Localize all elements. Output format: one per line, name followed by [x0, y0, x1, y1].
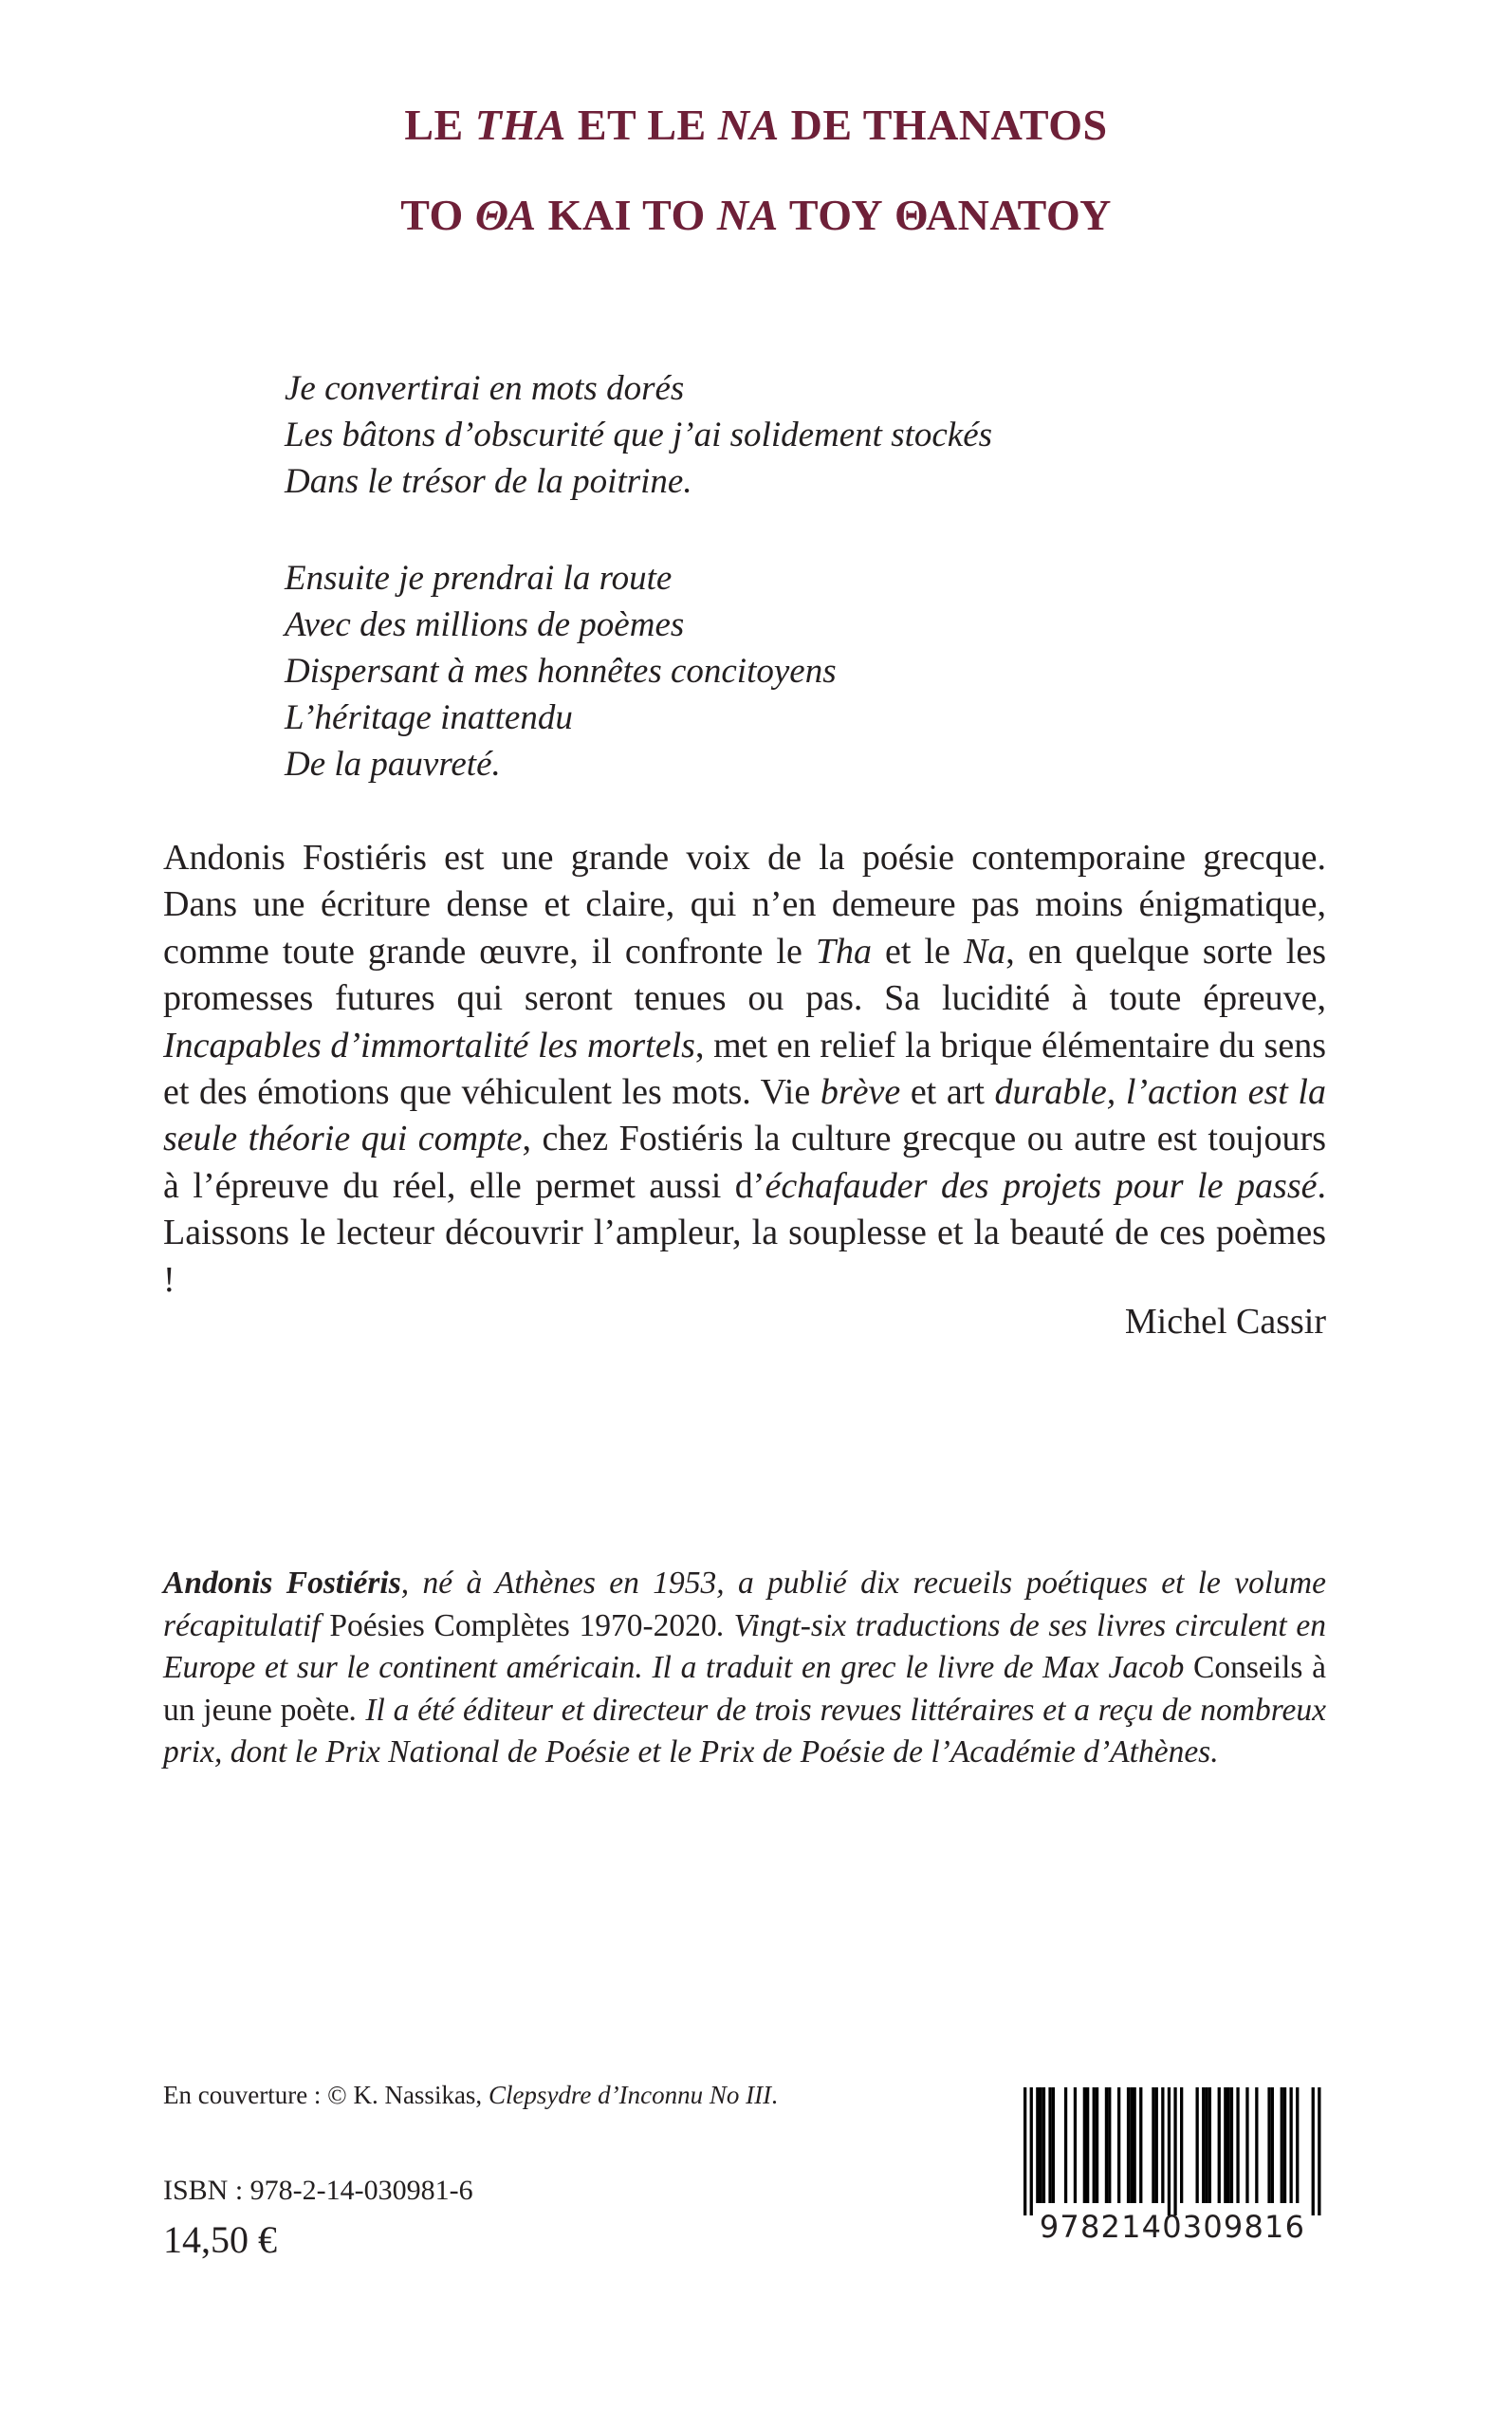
barcode-bar: [1127, 2087, 1130, 2203]
poem-line: Dans le trésor de la poitrine.: [285, 462, 692, 501]
poem-line: Ensuite je prendrai la route: [285, 559, 673, 598]
barcode-bar: [1086, 2087, 1089, 2203]
barcode-bar: [1130, 2087, 1133, 2203]
barcode-bar: [1030, 2087, 1033, 2215]
barcode-bar: [1255, 2087, 1258, 2203]
barcode-bar: [1318, 2087, 1320, 2215]
barcode-bar: [1093, 2087, 1096, 2203]
title-greek: ΤΟ ΘΑ ΚΑΙ ΤΟ ΝΑ ΤΟΥ ΘΑΝΑΤΟΥ: [400, 191, 1112, 239]
barcode-bars: [1010, 2087, 1335, 2215]
barcode-bar: [1230, 2087, 1233, 2203]
barcode-bar: [1173, 2087, 1176, 2215]
barcode-bar: [1048, 2087, 1051, 2203]
author-name: Andonis Fostiéris: [163, 1566, 401, 1601]
isbn: ISBN : 978-2-14-030981-6: [163, 2175, 473, 2206]
barcode-bar: [1281, 2087, 1283, 2203]
barcode-bar: [1108, 2087, 1111, 2203]
poem-line: Dispersant à mes honnêtes concitoyens: [285, 652, 837, 691]
price: 14,50 €: [163, 2218, 277, 2261]
barcode-bar: [1042, 2087, 1045, 2203]
barcode-bar: [1290, 2087, 1293, 2203]
barcode-bar: [1083, 2087, 1086, 2203]
barcode-bar: [1074, 2087, 1077, 2203]
poem-stanza-1: [285, 365, 1328, 505]
barcode-bar: [1052, 2087, 1055, 2203]
poem-line: Les bâtons d’obscurité que j’ai solidement stockés: [285, 416, 993, 454]
signature: Michel Cassir: [1124, 1302, 1326, 1342]
barcode-bar: [1236, 2087, 1239, 2203]
barcode-bar: [1152, 2087, 1154, 2203]
barcode-bar: [1180, 2087, 1183, 2203]
barcode-bar: [1218, 2087, 1221, 2203]
barcode-bar: [1271, 2087, 1274, 2203]
poem-line: L’héritage inattendu: [285, 698, 573, 737]
barcode-bar: [1168, 2087, 1171, 2215]
barcode-bar: [1155, 2087, 1158, 2203]
barcode-bar: [1040, 2087, 1042, 2203]
poem-stanza-2: [285, 555, 1328, 788]
barcode-bar: [1267, 2087, 1270, 2203]
barcode-number: 9782140309816: [1039, 2209, 1306, 2245]
barcode-bar: [1117, 2087, 1120, 2203]
presentation-text: Andonis Fostiéris est une grande voix de la poésie contemporaine grecque. Dans une écriture dense et claire, qui n’en demeure pas moins énigmatique, comme toute grande œuvre, il confronte le Tha et le Na, en quelque sorte les promesses futures qui seront tenues ou pas. Sa lucidité à toute épreuve, Incapables d’immortalité les mortels, met en relief la brique élémentaire du sens et des émotions que véhiculent les mots. Vie brève et art durable, l’action est la seule théorie qui compte, chez Fostiéris la culture grecque ou autre est toujours à l’épreuve du réel, elle permet aussi d’échafauder des projets pour le passé. Laissons le lecteur découvrir l’ampleur, la souplesse et la beauté de ces poèmes !: [163, 838, 1326, 1300]
author-biography: Andonis Fostiéris, né à Athènes en 1953, a publié dix recueils poétiques et le volume récapitulatif Poésies Complètes 1970-2020. Vingt-six traductions de ses livres circulent en Europe et sur le continent américain. Il a traduit en grec le livre de Max Jacob Conseils à un jeune poète. Il a été éditeur et directeur de trois revues littéraires et a reçu de nombreux prix, dont le Prix National de Poésie et le Prix de Poésie de l’Académie d’Athènes.: [163, 1566, 1327, 1770]
barcode-bar: [1036, 2087, 1039, 2203]
cover-credit: En couverture : © K. Nassikas, Clepsydre d’Inconnu No III.: [163, 2081, 778, 2109]
barcode: [1010, 2087, 1335, 2268]
barcode-bar: [1227, 2087, 1230, 2203]
barcode-bar: [1139, 2087, 1142, 2203]
book-title: Poésies Complètes 1970-2020: [329, 1607, 717, 1643]
barcode-bar: [1283, 2087, 1286, 2203]
barcode-bar: [1296, 2087, 1299, 2203]
barcode-bar: [1202, 2087, 1205, 2203]
barcode-bar: [1134, 2087, 1136, 2203]
barcode-bar: [1224, 2087, 1226, 2203]
barcode-bar: [1208, 2087, 1211, 2203]
book-title: Conseils à un jeune poète: [163, 1650, 1326, 1728]
poem-line: Avec des millions de poèmes: [285, 605, 685, 644]
barcode-bar: [1312, 2087, 1315, 2215]
barcode-bar: [1064, 2087, 1067, 2203]
barcode-bar: [1196, 2087, 1199, 2203]
title-french: LE THA ET LE NA DE THANATOS: [404, 101, 1108, 149]
poem-line: De la pauvreté.: [285, 745, 501, 784]
barcode-bar: [1161, 2087, 1164, 2203]
barcode-bar: [1205, 2087, 1208, 2203]
barcode-bar: [1023, 2087, 1026, 2215]
barcode-bar: [1245, 2087, 1248, 2203]
barcode-bar: [1105, 2087, 1108, 2203]
barcode-bar: [1096, 2087, 1098, 2203]
poem-line: Je convertirai en mots dorés: [285, 369, 685, 408]
